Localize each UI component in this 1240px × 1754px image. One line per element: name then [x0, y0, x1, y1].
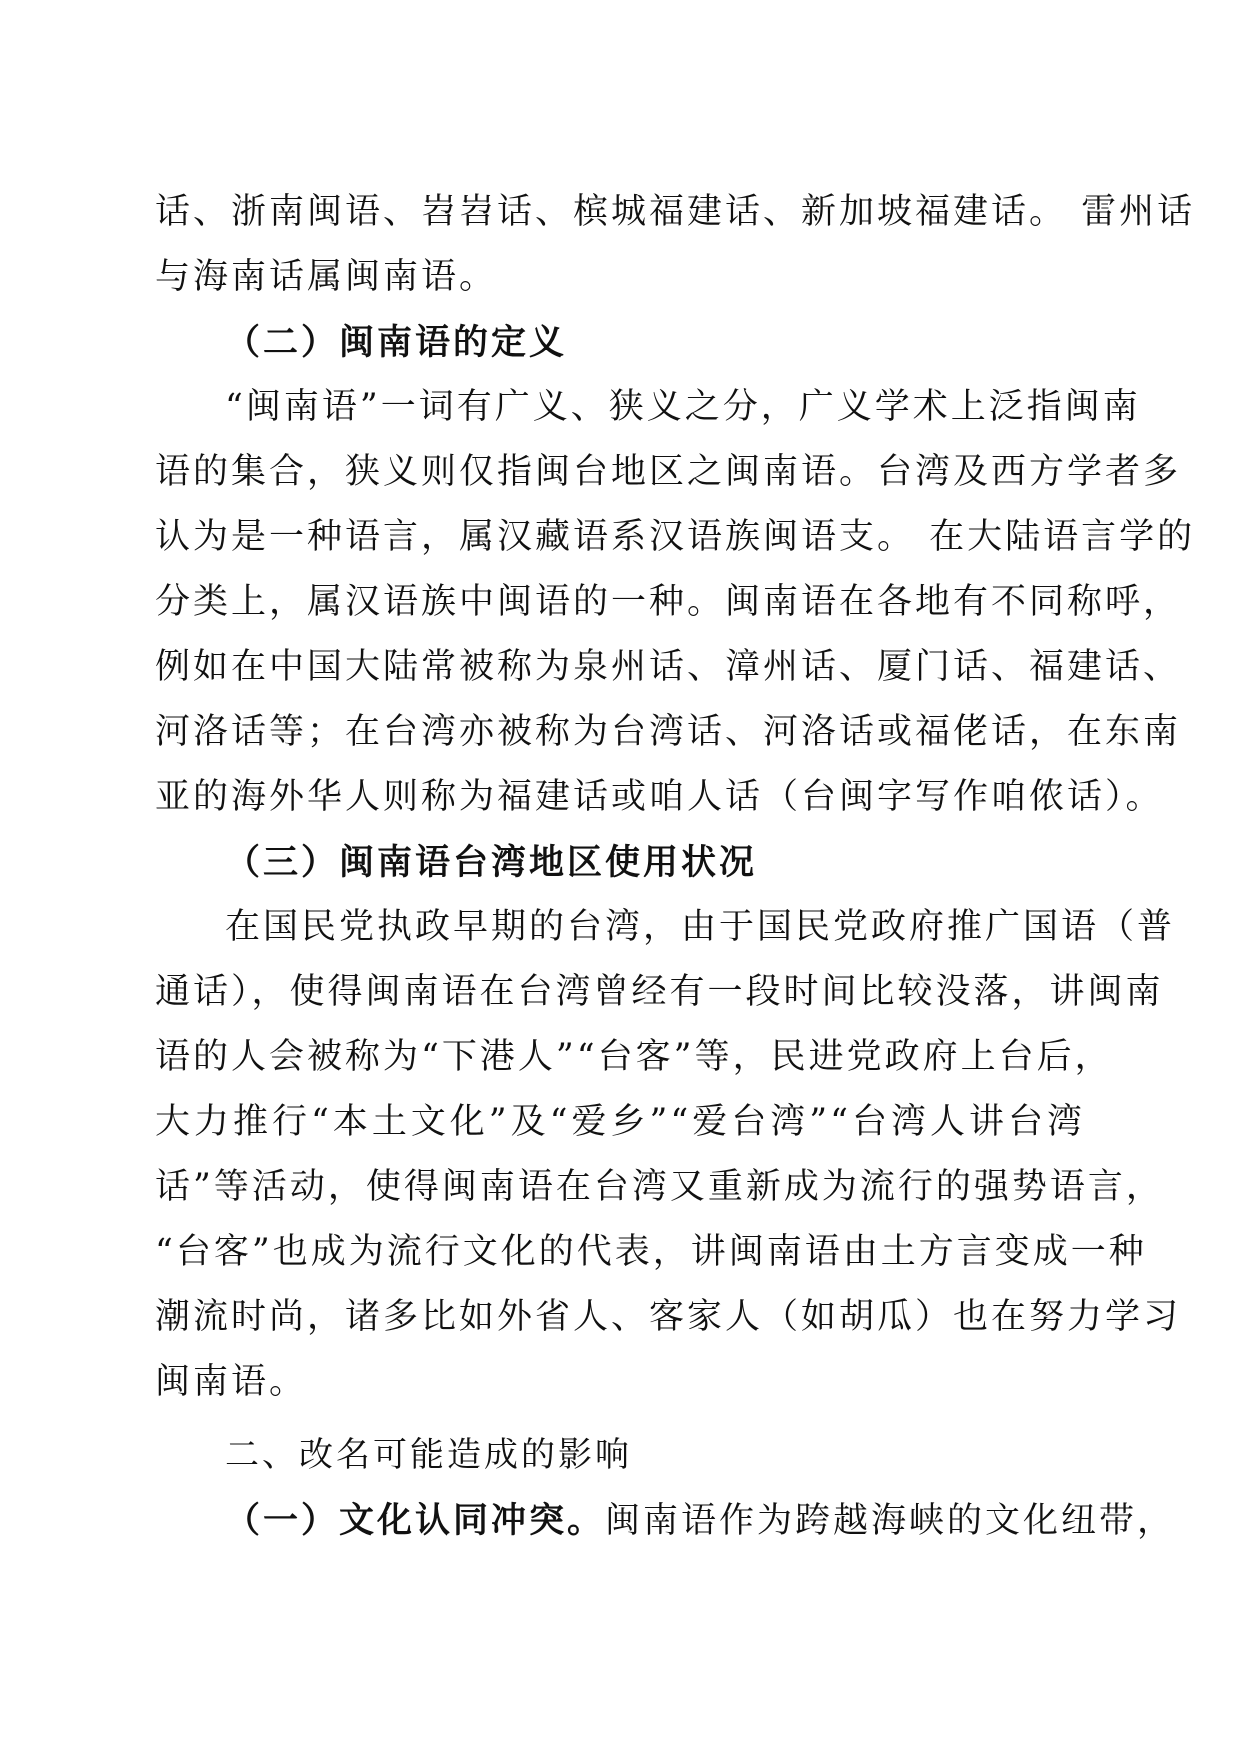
text-line: 大力推行“本土文化”及“爱乡”“爱台湾”“台湾人讲台湾: [155, 1102, 1085, 1142]
text-line: 语的人会被称为“下港人”“台客”等，民进党政府上台后，: [155, 1037, 1113, 1077]
text-line: 通话），使得闽南语在台湾曾经有一段时间比较没落，讲闽南: [155, 972, 1164, 1012]
bold-lead: （一）文化认同冲突。: [225, 1500, 606, 1541]
text-line: 闽南语。: [155, 1362, 308, 1402]
text-line: 与海南话属闽南语。: [155, 257, 498, 297]
text-line: 潮流时尚，诸多比如外省人、客家人（如胡瓜）也在努力学习: [155, 1297, 1182, 1337]
paragraph-taiwan-usage: [155, 895, 1182, 1415]
text-line: 在国民党执政早期的台湾，由于国民党政府推广国语（普: [225, 907, 1176, 947]
heading-definition: （二）闽南语的定义: [225, 322, 568, 363]
text-line: 河洛话等；在台湾亦被称为台湾话、河洛话或福佬话，在东南: [155, 712, 1182, 752]
paragraph-cultural-conflict: [155, 1488, 1176, 1553]
heading-taiwan-usage: （三）闽南语台湾地区使用状况: [225, 842, 758, 883]
text-line: 话”等活动，使得闽南语在台湾又重新成为流行的强势语言，: [155, 1167, 1164, 1207]
text-line: “台客”也成为流行文化的代表，讲闽南语由土方言变成一种: [155, 1232, 1147, 1272]
text-run: 闽南语作为跨越海峡的文化纽带，: [605, 1501, 1176, 1541]
text-line: 认为是一种语言，属汉藏语系汉语族闽语支。 在大陆语言学的: [155, 517, 1196, 557]
paragraph-definition: [155, 375, 1196, 830]
text-line: 语的集合，狭义则仅指闽台地区之闽南语。台湾及西方学者多: [155, 452, 1182, 492]
text-line: 话、浙南闽语、岧岧话、槟城福建话、新加坡福建话。 雷州话: [155, 192, 1196, 232]
paragraph-dialects: [155, 180, 1196, 310]
section-heading-impact: 二、改名可能造成的影响: [225, 1435, 632, 1475]
text-line: 分类上，属汉语族中闽语的一种。闽南语在各地有不同称呼，: [155, 582, 1182, 622]
text-line: 亚的海外华人则称为福建话或咱人话（台闽字写作咱侬话）。: [155, 777, 1164, 817]
text-line: “闽南语”一词有广义、狭义之分，广义学术上泛指闽南: [225, 387, 1141, 427]
document-body: [155, 180, 1196, 1553]
text-line: 例如在中国大陆常被称为泉州话、漳州话、厦门话、福建话、: [155, 647, 1182, 687]
